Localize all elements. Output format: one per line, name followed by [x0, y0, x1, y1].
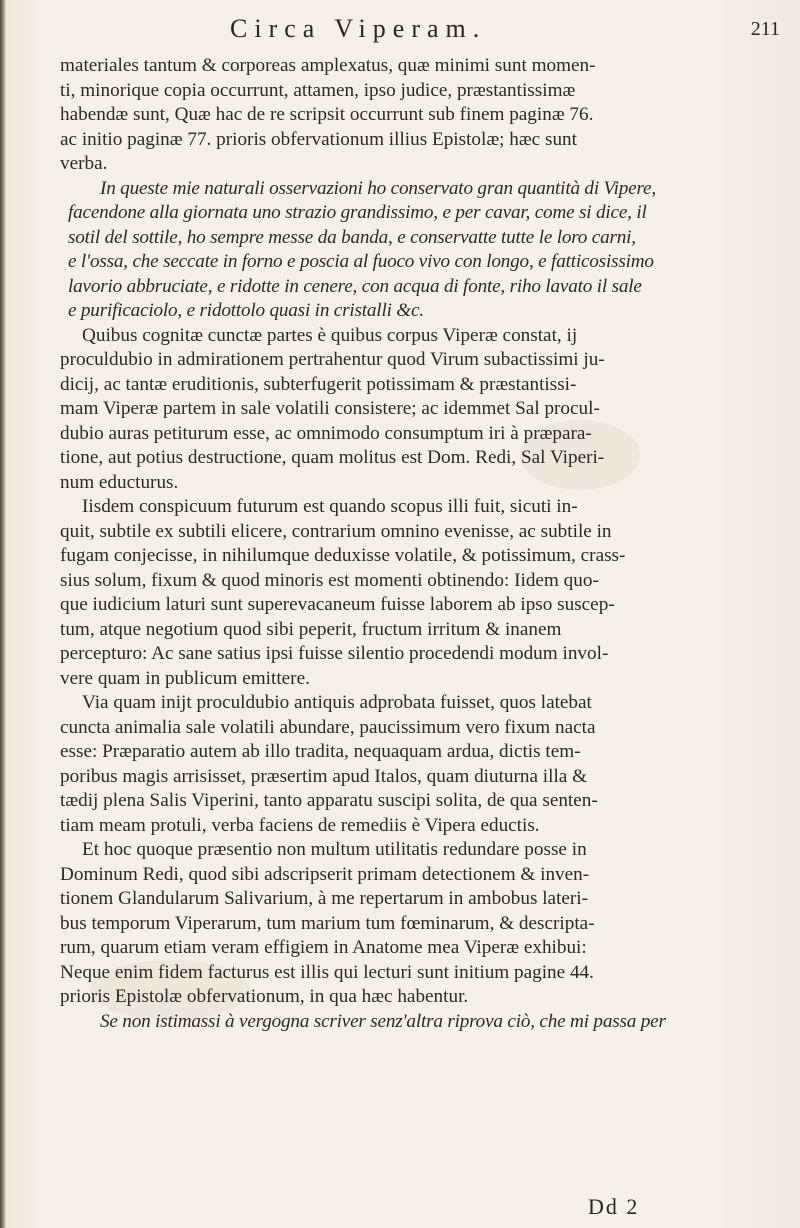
text-line: Dominum Redi, quod sibi adscripserit primam detectionem & inven-	[60, 863, 590, 885]
text-line: verba.	[60, 153, 108, 174]
text-line: num educturus.	[60, 471, 179, 493]
text-line: Neque enim fidem facturus est illis qui lecturi sunt initium pagine 44.	[60, 961, 594, 983]
text-line: rum, quarum etiam veram effigiem in Anatome mea Viperæ exhibui:	[60, 937, 587, 958]
text-line: dubio auras petiturum esse, ac omnimodo consumptum iri à præpara-	[60, 422, 592, 444]
text-line: tum, atque negotium quod sibi peperit, fructum irritum & inanem	[60, 618, 562, 640]
text-line: e purificaciolo, e ridottolo quasi in cristalli &c.	[68, 300, 424, 321]
text-line: facendone alla giornata uno strazio grandissimo, e per cavar, come si dice, il	[68, 202, 647, 223]
text-line: ac initio paginæ 77. prioris obfervationum illius Epistolæ; hæc sunt	[60, 128, 577, 150]
text-line: proculdubio in admirationem pertrahentur quod Virum subactissimi ju-	[60, 349, 605, 370]
text-line: prioris Epistolæ obfervationum, in qua hæc habentur.	[60, 986, 469, 1007]
text-line: tione, aut potius destructione, quam molitus est Dom. Redi, Sal Viperi-	[60, 447, 605, 468]
running-title: Circa Viperam.	[230, 14, 487, 43]
page-number: 211	[750, 18, 780, 40]
page-binding-edge	[0, 0, 6, 1228]
text-line: sotil del sottile, ho sempre messe da banda, e conservatte tutte le loro carni,	[68, 226, 636, 248]
text-line: Via quam inijt proculdubio antiquis adprobata fuisset, quos latebat	[82, 692, 592, 713]
text-line: e l'ossa, che seccate in forno e poscia al fuoco vivo con longo, e fatticosissimo	[68, 251, 654, 272]
text-line: tædij plena Salis Viperini, tanto apparatu suscipi solita, de qua senten-	[60, 790, 598, 811]
text-line: que iudicium laturi sunt superevacaneum fuisse laborem ab ipso suscep-	[60, 594, 615, 615]
text-line: Se non istimassi à vergogna scriver senz'altra riprova ciò, che mi passa per	[100, 1010, 666, 1032]
text-line: tiam meam protuli, verba faciens de remediis è Vipera eductis.	[60, 814, 540, 836]
text-line: tionem Glandularum Salivarium, à me repertarum in ambobus lateri-	[60, 888, 589, 909]
text-line: Et hoc quoque præsentio non multum utilitatis redundare posse in	[82, 839, 587, 860]
text-line: lavorio abbruciate, e ridotte in cenere, con acqua di fonte, riho lavato il sale	[68, 275, 642, 297]
text-line: fugam conjecisse, in nihilumque deduxisse volatile, & potissimum, crass-	[60, 545, 626, 566]
text-line: quit, subtile ex subtili elicere, contrarium omnino evenisse, ac subtile in	[60, 520, 612, 542]
text-line: In queste mie naturali osservazioni ho conservato gran quantità di Vipere,	[100, 177, 656, 199]
signature-mark: Dd 2	[588, 1194, 640, 1219]
text-line: ti, minorique copia occurrunt, attamen, ipso judice, præstantissimæ	[60, 79, 576, 101]
text-line: sius solum, fixum & quod minoris est momenti obtinendo: Iidem quo-	[60, 569, 599, 591]
text-line: materiales tantum & corporeas amplexatus, quæ minimi sunt momen-	[60, 55, 596, 76]
text-line: bus temporum Viperarum, tum marium tum fœminarum, & descripta-	[60, 912, 595, 934]
text-line: vere quam in publicum emittere.	[60, 667, 310, 689]
text-line: poribus magis arrisisset, præsertim apud Italos, quam diuturna illa &	[60, 765, 588, 787]
text-line: mam Viperæ partem in sale volatili consistere; ac idemmet Sal procul-	[60, 398, 600, 419]
text-line: dicij, ac tantæ eruditionis, subterfugerit potissimam & præstantissi-	[60, 373, 577, 395]
text-line: percepturo: Ac sane satius ipsi fuisse silentio procedendi modum invol-	[60, 643, 609, 664]
running-head	[60, 14, 780, 54]
text-line: Quibus cognitæ cunctæ partes è quibus corpus Viperæ constat, ij	[82, 324, 578, 346]
body-text	[60, 54, 784, 1034]
text-line: esse: Præparatio autem ab illo tradita, nequaquam ardua, dictis tem-	[60, 741, 581, 762]
text-line: habendæ sunt, Quæ hac de re scripsit occurrunt sub finem paginæ 76.	[60, 104, 594, 125]
text-line: Iisdem conspicuum futurum est quando scopus illi fuit, sicuti in-	[82, 496, 578, 517]
text-line: cuncta animalia sale volatili abundare, paucissimum vero fixum nacta	[60, 716, 596, 738]
